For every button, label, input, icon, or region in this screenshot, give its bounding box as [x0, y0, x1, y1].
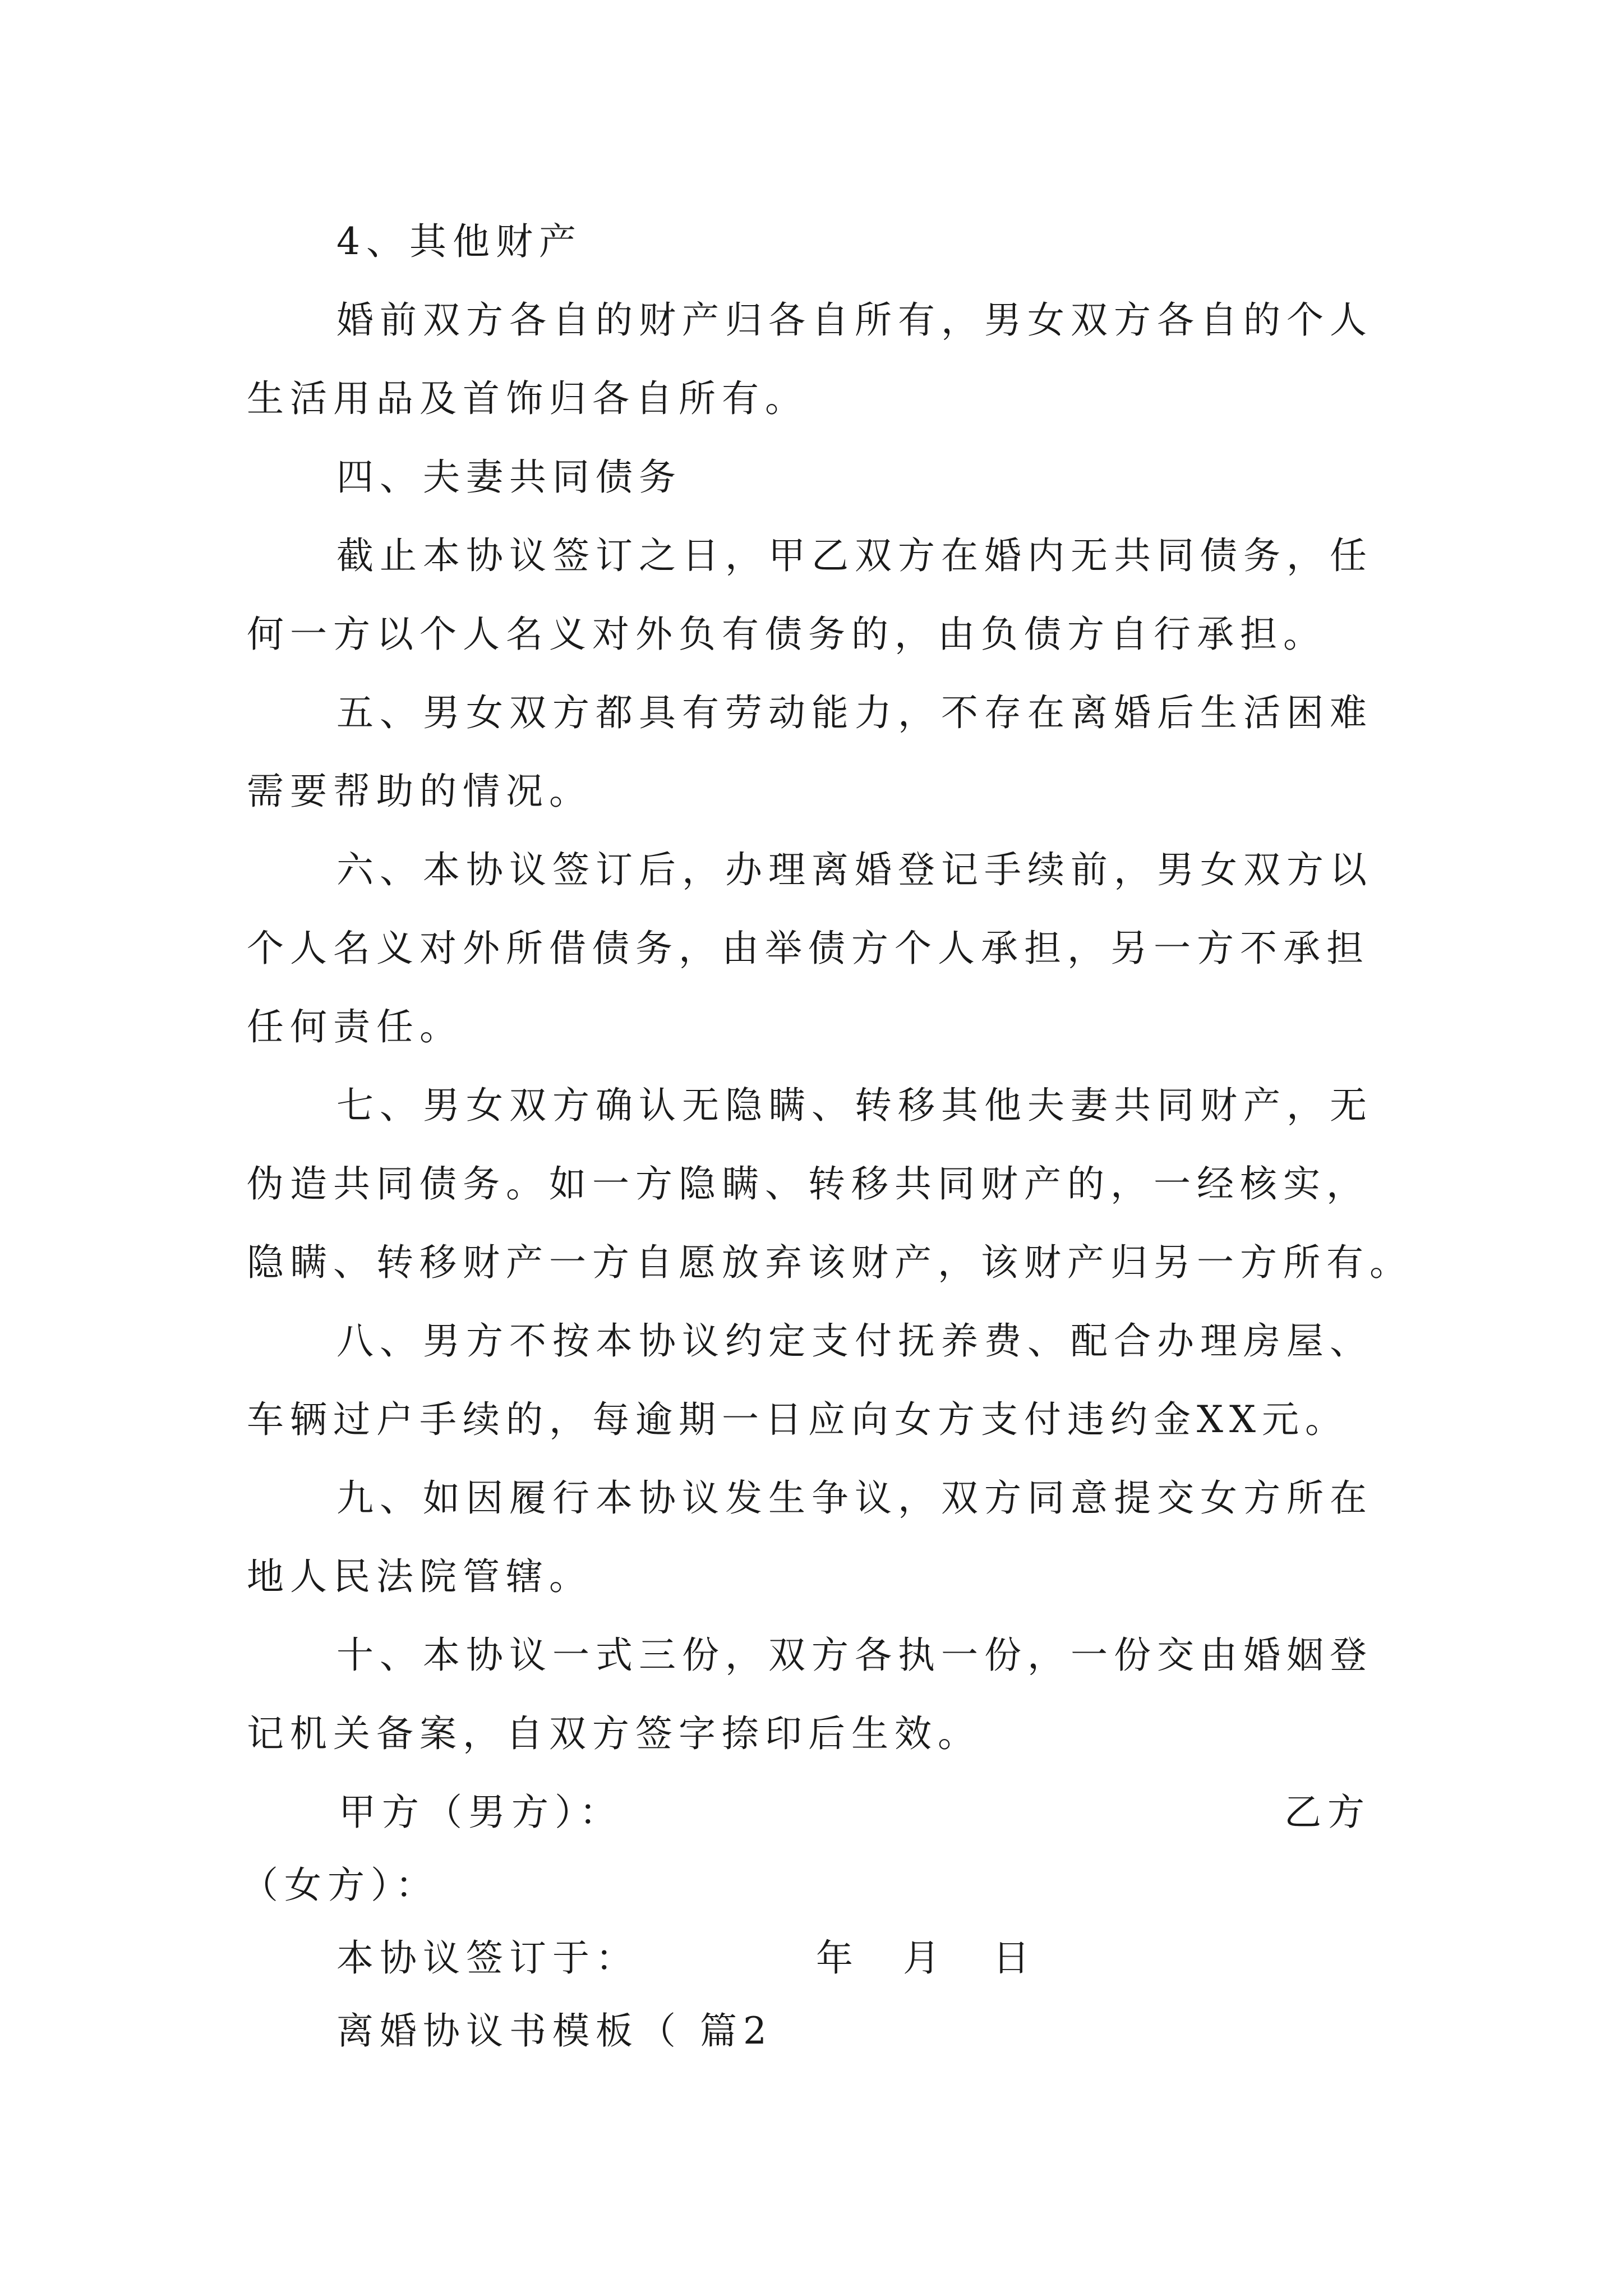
party-b-signature-label-cont: （女方）：: [241, 1864, 439, 1907]
paragraph-line: 何一方以个人名义对外负有债务的，由负债方自行承担。: [247, 613, 1326, 656]
date-day-label: 日: [993, 1936, 1036, 1980]
paragraph-line: 隐瞒、转移财产一方自愿放弃该财产，该财产归另一方所有。: [247, 1241, 1413, 1284]
paragraph-line: 地人民法院管辖。: [247, 1555, 592, 1598]
paragraph-line: 需要帮助的情况。: [247, 770, 592, 813]
paragraph-line: 六、本协议签订后，办理离婚登记手续前，男女双方以: [336, 848, 1373, 891]
paragraph-line: 记机关备案，自双方签字捺印后生效。: [247, 1712, 981, 1755]
paragraph-line: 八、男方不按本协议约定支付抚养费、配合办理房屋、: [336, 1319, 1373, 1363]
section-heading: 4、其他财产: [336, 220, 582, 263]
paragraph-line: 婚前双方各自的财产归各自所有，男女双方各自的个人: [336, 298, 1373, 342]
paragraph-line: 九、如因履行本协议发生争议，双方同意提交女方所在: [336, 1476, 1373, 1520]
paragraph-line: 十、本协议一式三份，双方各执一份，一份交由婚姻登: [336, 1634, 1373, 1677]
date-year-label: 年: [816, 1936, 859, 1980]
next-template-title: 离婚协议书模板（ 篇2: [336, 2009, 773, 2053]
paragraph-line: 个人名义对外所借债务，由举债方个人承担，另一方不承担: [247, 927, 1370, 970]
paragraph-line: 车辆过户手续的，每逾期一日应向女方支付违约金XX元。: [247, 1398, 1348, 1441]
date-month-label: 月: [903, 1936, 946, 1980]
paragraph-line: 生活用品及首饰归各自所有。: [247, 377, 808, 420]
party-b-signature-label: 乙方: [1284, 1791, 1371, 1834]
paragraph-line: 五、男女双方都具有劳动能力，不存在离婚后生活困难: [336, 691, 1373, 734]
party-a-signature-label: 甲方（男方）：: [339, 1791, 623, 1834]
paragraph-line: 截止本协议签订之日，甲乙双方在婚内无共同债务，任: [336, 534, 1373, 577]
paragraph-line: 七、男女双方确认无隐瞒、转移其他夫妻共同财产，无: [336, 1084, 1373, 1127]
paragraph-line: 伪造共同债务。如一方隐瞒、转移共同财产的，一经核实，: [247, 1162, 1370, 1205]
paragraph-line: 任何责任。: [247, 1005, 463, 1048]
section-heading: 四、夫妻共同债务: [336, 455, 682, 499]
signing-date-label: 本协议签订于：: [336, 1936, 639, 1980]
